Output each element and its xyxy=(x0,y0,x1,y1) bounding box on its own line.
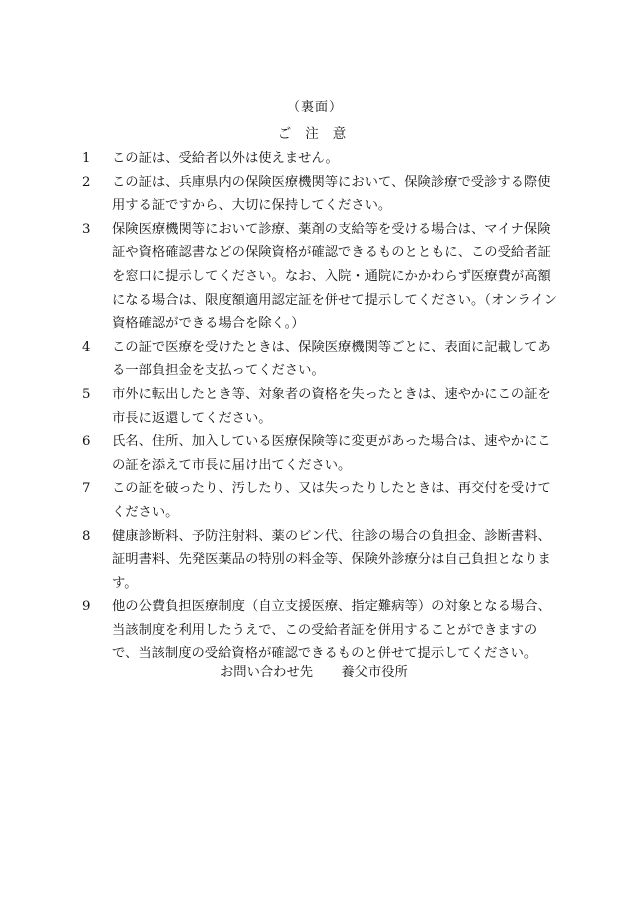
note-number: 9 xyxy=(82,599,91,615)
page-title: ご注意 xyxy=(277,126,361,142)
contact-label: お問い合わせ先 xyxy=(220,665,314,680)
notes-list xyxy=(82,147,558,666)
note-text: この証を破ったり、汚したり、又は失ったりしたときは、再交付を受けてください。 xyxy=(112,481,551,520)
note-item xyxy=(82,525,558,596)
note-number: 8 xyxy=(82,528,91,544)
note-text: この証は、兵庫県内の保険医療機関等において、保険診療で受診する際使用する証ですから、大切に保持してください。 xyxy=(112,174,551,214)
note-text: 保険医療機関等において診療、薬剤の支給等を受ける場合は、マイナ保険証や資格確認書などの保険資格が確認できるものとともに、この受給者証を窓口に提示してください。なお、入院・通院にかかわらず医療費が高額になる場合は、限度額適用認定証を併せて提示してください。（オンライン資格確認ができる場合を除く。） xyxy=(112,221,558,332)
note-item xyxy=(82,430,558,477)
note-item xyxy=(82,336,558,383)
note-item xyxy=(82,171,558,218)
note-item xyxy=(82,383,558,430)
note-item xyxy=(82,477,558,524)
note-number: 6 xyxy=(82,434,91,450)
note-number: 4 xyxy=(82,339,91,355)
note-text: 市外に転出したとき等、対象者の資格を失ったときは、速やかにこの証を市長に返還してください。 xyxy=(112,386,551,426)
note-number: 2 xyxy=(82,174,91,190)
contact-office: 養父市役所 xyxy=(341,665,408,680)
note-text: この証は、受給者以外は使えません。 xyxy=(112,151,339,166)
note-text: 健康診断料、予防注射料、薬のビン代、往診の場合の負担金、診断書料、証明書料、先発医薬品の特別の料金等、保険外診療分は自己負担となります。 xyxy=(112,528,551,591)
note-item xyxy=(82,147,558,171)
note-text: 他の公費負担医療制度（自立支援医療、指定難病等）の対象となる場合、当該制度を利用したうえで、この受給者証を併用することができますので、当該制度の受給資格が確認できるものと併せて提示してください。 xyxy=(112,599,551,662)
note-number: 3 xyxy=(82,221,91,237)
note-item xyxy=(82,595,558,666)
note-number: 5 xyxy=(82,386,91,402)
contact-line xyxy=(220,661,408,680)
note-text: 氏名、住所、加入している医療保険等に変更があった場合は、速やかにこの証を添えて市長に届け出てください。 xyxy=(112,434,551,473)
side-label: （裏面） xyxy=(286,100,343,115)
note-number: 7 xyxy=(82,481,91,497)
note-item xyxy=(82,218,558,336)
note-text: この証で医療を受けたときは、保険医療機関等ごとに、表面に記載してある一部負担金を支払ってください。 xyxy=(112,339,551,379)
note-number: 1 xyxy=(82,151,91,166)
